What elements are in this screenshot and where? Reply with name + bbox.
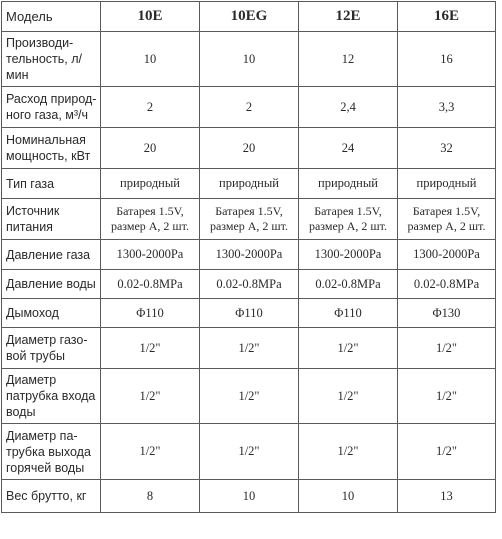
spec-row [2,299,496,328]
spec-value-cell: 0.02-0.8MPa [200,270,299,299]
model-10e-header: 10E [101,2,200,32]
spec-value-cell: Φ110 [299,299,398,328]
spec-label-line: Вес брутто, кг [6,489,87,503]
model-10eg-header: 10EG [200,2,299,32]
spec-label [2,240,101,270]
spec-label [2,32,101,87]
spec-value-cell: Батарея 1.5V, размер А, 2 шт. [299,199,398,240]
spec-table [1,1,496,513]
spec-label-line: Номинальная [6,133,86,147]
spec-value-cell: 10 [200,480,299,513]
spec-label-line: горячей воды [6,460,85,475]
spec-value-cell: 2 [200,87,299,128]
spec-value-cell: 16 [398,32,496,87]
spec-value-cell: 0.02-0.8MPa [101,270,200,299]
spec-value-cell: 32 [398,128,496,169]
spec-row [2,240,496,270]
spec-row [2,480,496,513]
model-16e-header: 16E [398,2,496,32]
spec-label-line: Источник [6,204,60,218]
spec-label-line: Диаметр газо- [6,333,88,347]
spec-label-line: Диаметр [6,373,57,387]
spec-value-cell: 10 [200,32,299,87]
spec-label-line: Тип газа [6,176,55,191]
spec-value-cell: 1/2" [101,328,200,369]
spec-label-line: Диаметр па- [6,428,78,443]
spec-row [2,369,496,424]
spec-value-cell: 1/2" [200,328,299,369]
spec-label-line: мощность, кВт [6,149,91,163]
spec-value-cell: 1/2" [101,424,200,480]
spec-value-cell: 20 [200,128,299,169]
spec-row [2,328,496,369]
spec-value-cell: 1/2" [299,328,398,369]
spec-value-cell: 24 [299,128,398,169]
spec-table-body [2,2,496,513]
spec-value-cell: Φ110 [200,299,299,328]
spec-value-cell: Батарея 1.5V, размер А, 2 шт. [101,199,200,240]
spec-value-cell: Батарея 1.5V, размер А, 2 шт. [398,199,496,240]
spec-label [2,424,101,480]
spec-value-cell: 0.02-0.8MPa [299,270,398,299]
spec-label-line: питания [6,220,53,234]
spec-value-cell: 1/2" [299,424,398,480]
spec-label [2,128,101,169]
header-row [2,2,496,32]
spec-label-line: воды [6,405,36,419]
spec-value-cell: Φ130 [398,299,496,328]
spec-row [2,87,496,128]
spec-label [2,270,101,299]
spec-value-cell: 12 [299,32,398,87]
spec-value-cell: 1/2" [200,424,299,480]
spec-label-line: Дымоход [6,306,59,320]
spec-label-line: ного газа, м³/ч [6,108,89,122]
spec-label-line: мин [6,68,29,82]
spec-label-line: Производи- [6,36,74,50]
spec-label [2,199,101,240]
spec-row [2,199,496,240]
spec-label-line: Давление газа [6,247,91,262]
spec-value-cell: 1/2" [398,424,496,480]
spec-label-line: трубка выхода [6,444,91,459]
spec-value-cell: природный [101,169,200,199]
spec-label [2,87,101,128]
spec-label-line: тельность, л/ [6,52,82,66]
spec-label [2,369,101,424]
spec-value-cell: 2 [101,87,200,128]
spec-value-cell: 1300-2000Pa [200,240,299,270]
spec-value-cell: 1300-2000Pa [299,240,398,270]
spec-row [2,270,496,299]
spec-value-cell: 2,4 [299,87,398,128]
spec-label-line: патрубка входа [6,389,96,403]
spec-row [2,32,496,87]
spec-value-cell: природный [398,169,496,199]
model-12e-header: 12E [299,2,398,32]
spec-label [2,299,101,328]
spec-label [2,169,101,199]
spec-label-line: вой трубы [6,349,65,363]
spec-row [2,424,496,480]
spec-value-cell: 3,3 [398,87,496,128]
spec-value-cell: 10 [299,480,398,513]
spec-value-cell: природный [200,169,299,199]
spec-value-cell: 1300-2000Pa [398,240,496,270]
spec-row [2,169,496,199]
spec-value-cell: 10 [101,32,200,87]
spec-value-cell: 8 [101,480,200,513]
spec-label-line: Расход природ- [6,92,97,106]
spec-value-cell: Φ110 [101,299,200,328]
spec-value-cell: 0.02-0.8MPa [398,270,496,299]
spec-value-cell: 20 [101,128,200,169]
spec-label [2,328,101,369]
model-header-label: Модель [2,2,101,32]
spec-label [2,480,101,513]
spec-value-cell: 1300-2000Pa [101,240,200,270]
spec-value-cell: 1/2" [398,369,496,424]
spec-value-cell: 1/2" [398,328,496,369]
spec-value-cell: природный [299,169,398,199]
spec-row [2,128,496,169]
spec-value-cell: 1/2" [299,369,398,424]
spec-label-line: Давление воды [6,277,96,291]
spec-value-cell: 13 [398,480,496,513]
spec-value-cell: Батарея 1.5V, размер А, 2 шт. [200,199,299,240]
spec-value-cell: 1/2" [101,369,200,424]
spec-value-cell: 1/2" [200,369,299,424]
